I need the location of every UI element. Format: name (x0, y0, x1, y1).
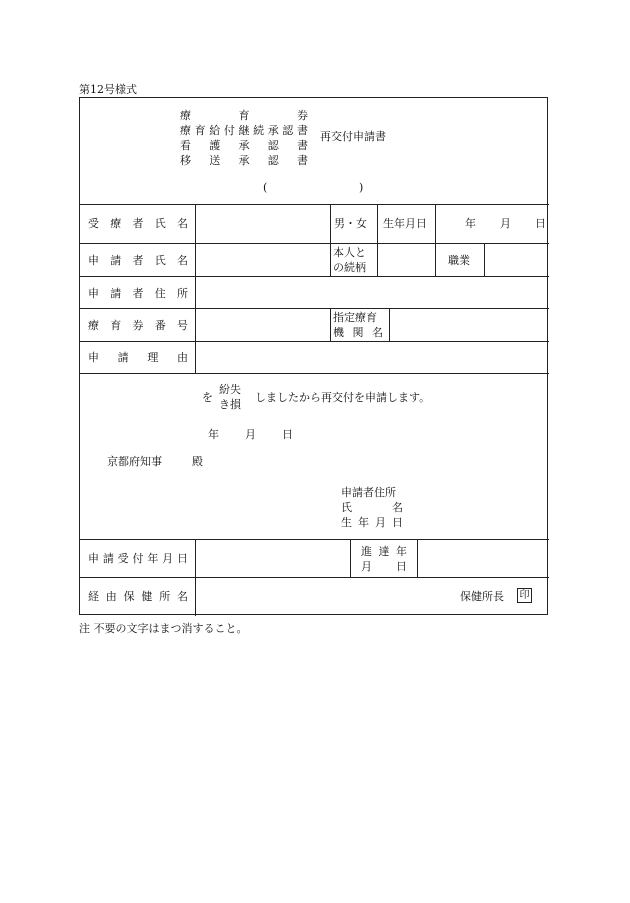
divider (80, 539, 549, 540)
divider (80, 577, 549, 578)
divider (80, 204, 549, 205)
unit-month: 月 (500, 217, 511, 230)
form-number: 第12号様式 (79, 83, 137, 96)
divider (80, 373, 549, 374)
divider (417, 539, 418, 577)
label-applicant-address: 申 請 者 住 所 (88, 287, 188, 300)
divider (330, 308, 331, 341)
label-relation-1: 本人と (333, 246, 366, 259)
label-voucher-number: 療 育 券 番 号 (88, 319, 188, 332)
title-suffix: 再交付申請書 (320, 130, 386, 143)
label-received-date: 申請受付年月日 (88, 552, 188, 565)
label-reason: 申 請 理 由 (88, 351, 188, 364)
divider (330, 204, 331, 276)
label-sent-2: 月 日 (361, 560, 407, 573)
divider (350, 539, 351, 577)
signature-name-label-2: 名 (392, 501, 403, 514)
label-health-center: 経 由 保 健 所 名 (88, 590, 188, 603)
label-sent-1: 進 達 年 (361, 545, 407, 558)
unit-day: 日 (535, 217, 546, 230)
label-institution-2: 機 関 名 (333, 326, 383, 339)
statement-lost-1: 紛失 (219, 383, 241, 396)
label-recipient-name: 受 療 者 氏 名 (88, 217, 188, 230)
statement-day: 日 (282, 428, 293, 441)
application-form (79, 97, 548, 615)
label-applicant-name: 申 請 者 氏 名 (88, 254, 188, 267)
honorific: 殿 (192, 455, 203, 468)
divider (80, 276, 549, 277)
divider (435, 204, 436, 276)
statement-lost-2: き損 (219, 398, 241, 411)
statement-year: 年 (208, 428, 219, 441)
label-relation-2: の続柄 (333, 261, 366, 274)
seal-stamp: 印 (517, 588, 532, 603)
divider (80, 243, 549, 244)
statement-wo: を (202, 391, 213, 404)
unit-year: 年 (465, 217, 476, 230)
statement-text: しましたから再交付を申請します。 (255, 391, 431, 404)
footnote: 注 不要の文字はまつ消すること。 (79, 622, 248, 635)
signature-address-label: 申請者住所 (341, 486, 396, 499)
paren-open: ( (263, 181, 268, 194)
divider (80, 308, 549, 309)
signature-name-label-1: 氏 (341, 501, 352, 514)
label-birthdate: 生年月日 (383, 217, 427, 230)
statement-month: 月 (245, 428, 256, 441)
divider (195, 204, 196, 373)
signature-birth-label: 生 年 月 日 (341, 516, 403, 529)
paren-close: ) (359, 181, 364, 194)
title-line-1: 療 育 券 (180, 109, 308, 122)
divider (484, 243, 485, 276)
title-line-2: 療育給付継続承認書 (180, 124, 308, 137)
title-line-3: 看 護 承 認 書 (180, 139, 308, 152)
divider (195, 539, 196, 616)
label-director: 保健所長 (460, 590, 504, 603)
divider (389, 308, 390, 341)
divider (377, 204, 378, 276)
label-institution-1: 指定療育 (333, 311, 377, 324)
label-gender: 男・女 (334, 217, 367, 230)
title-line-4: 移 送 承 認 書 (180, 154, 308, 167)
addressee: 京都府知事 (107, 455, 162, 468)
label-occupation: 職業 (448, 254, 470, 267)
divider (80, 341, 549, 342)
